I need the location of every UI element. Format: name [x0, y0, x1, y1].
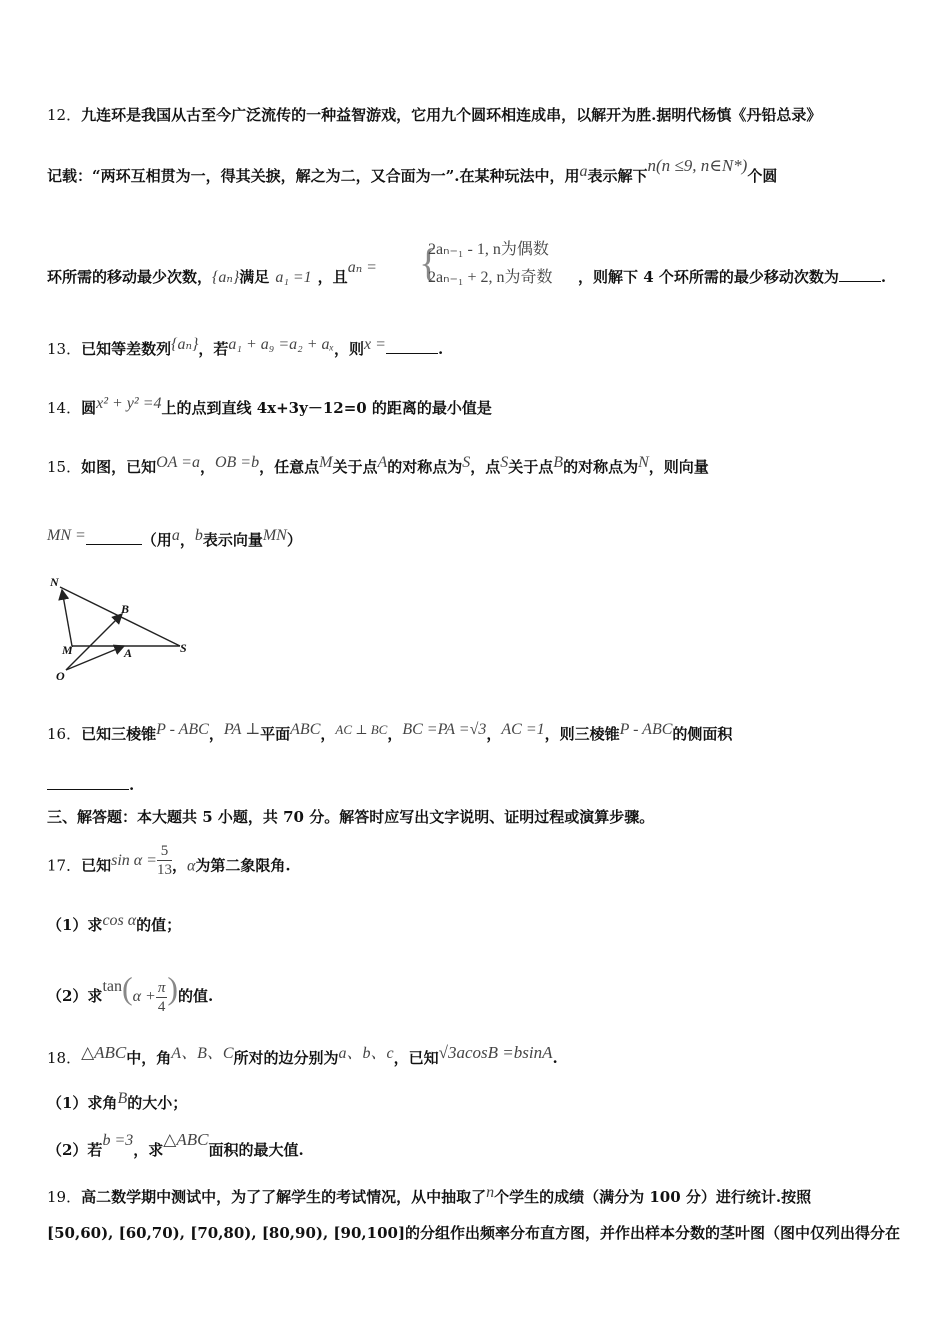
q15-text-5: 的对称点为: [387, 458, 463, 476]
math-sin: sin α =: [111, 851, 157, 869]
q18-text-4: .: [552, 1049, 558, 1067]
math-abc: ABC: [290, 721, 321, 738]
math-cos: cos α: [102, 912, 137, 929]
q17-p2-text-a: （2）求: [47, 987, 103, 1005]
q13-text-1: 已知等差数列: [81, 340, 172, 358]
q12-line-3-end: [578, 266, 886, 287]
q15-text-4: 关于点: [332, 458, 378, 476]
q18-p2-text-a: （2）若: [47, 1141, 103, 1159]
question-number: 18．: [47, 1049, 82, 1067]
fraction-num: π: [157, 979, 166, 996]
math-vec-a: a: [171, 527, 180, 544]
q17-p1-text-b: 的值；: [136, 916, 182, 934]
q15-text-1: 如图，已知: [81, 458, 157, 476]
q16-text-7: ，则三棱锥: [544, 725, 620, 743]
question-number: 14．: [47, 399, 82, 417]
q13-text-2: ，若: [198, 340, 229, 358]
q18-line-1: [47, 1045, 558, 1068]
q17-p1-text-a: （1）求: [47, 916, 103, 934]
question-number: 12．: [47, 106, 82, 124]
vector-ob: [66, 614, 122, 670]
vector-mn: [62, 590, 72, 646]
q16-text-8: 的侧面积: [672, 725, 733, 743]
fraction-5-13: [157, 842, 172, 879]
math-pabc-2: P - ABC: [619, 721, 673, 738]
math-equation: a₁ + a₉ =a₂ + aₓ: [228, 336, 335, 353]
vector-figure: [44, 572, 204, 688]
math-s: S: [462, 454, 471, 471]
q12-text-3c: ，且: [317, 268, 348, 286]
q18-p2-text-c: 面积的最大值.: [208, 1141, 304, 1159]
q18-p1-text-b: 的大小；: [127, 1094, 188, 1112]
q16-text-4: ，: [320, 725, 336, 743]
math-n-condition: n(n ≤9, n∈N*): [647, 156, 748, 175]
q18-part-2: [47, 1130, 304, 1160]
math-ac: AC =1: [501, 721, 545, 738]
q12-text-1: 九连环是我国从古至今广泛流传的一种益智游戏，它用九个圆环相连成串，以解开为胜.据明代杨慎《丹铅总录》: [81, 106, 822, 124]
q12-text-3d: ，则解下 4 个环所需的最少移动次数为: [578, 268, 839, 286]
label-m: M: [62, 643, 73, 657]
q17-text-2: ，: [171, 856, 187, 875]
piece-odd: 2aₙ₋₁ + 2, n为奇数: [428, 269, 553, 286]
fraction-den: 13: [156, 862, 172, 878]
math-vec-mn: MN: [262, 527, 287, 544]
q19-text-2: 个学生的成绩（满分为 100 分）进行统计.按照: [494, 1188, 812, 1206]
q17-text-3: 为第二象限角.: [195, 856, 291, 875]
q18-text-2: 所对的边分别为: [233, 1049, 339, 1067]
math-n: n: [486, 1184, 495, 1201]
math-ac-perp-bc: AC ⊥ BC: [335, 722, 388, 737]
piecewise-definition: [428, 236, 553, 292]
q15-text-11: ，: [179, 531, 195, 549]
q18-text-3: ，已知: [393, 1049, 439, 1067]
math-s2: S: [500, 454, 509, 471]
q18-part-1: [47, 1092, 187, 1113]
math-condition: √3acosB =bsinA: [438, 1043, 553, 1062]
q17-p2-text-b: 的值.: [178, 987, 214, 1005]
q18-p1-text-a: （1）求角: [47, 1094, 118, 1112]
q17-text-1: 已知: [81, 856, 112, 875]
label-o: O: [56, 669, 65, 683]
math-vec-b: b: [194, 527, 203, 544]
question-number: 19．: [47, 1188, 82, 1206]
math-m: M: [319, 454, 333, 471]
question-number: 15．: [47, 458, 82, 476]
q13-text-4: .: [437, 340, 444, 358]
piecewise-brace: {: [419, 240, 439, 285]
fraction-den: 4: [157, 998, 166, 1015]
q18-text-1: 中，角: [126, 1049, 172, 1067]
q16-text-1: 已知三棱锥: [81, 725, 157, 743]
q17-part-2: [47, 972, 213, 1016]
math-tan: tan: [102, 978, 122, 995]
math-b-angle: B: [117, 1090, 128, 1107]
label-n: N: [50, 575, 59, 589]
q12-text-3b: 满足: [239, 268, 270, 286]
label-a: A: [124, 646, 133, 660]
section-heading: 三、解答题：本大题共 5 小题，共 70 分。解答时应写出文字说明、证明过程或演算步骤。: [47, 808, 655, 826]
math-n: N: [638, 454, 649, 471]
q12-text-2c: 个圆: [747, 167, 778, 185]
q13-text-3: ，则: [334, 340, 365, 358]
q16-end: .: [129, 776, 135, 794]
q16-text-6: ，: [486, 725, 502, 743]
q15-text-10: （用: [141, 531, 172, 549]
math-alpha: α: [187, 857, 196, 875]
math-bc-pa: BC =PA =√3: [402, 721, 487, 738]
q15-text-3: ，任意点: [259, 458, 320, 476]
math-oa: OA =a: [156, 454, 200, 471]
q19-text-1: 高二数学期中测试中，为了了解学生的考试情况，从中抽取了: [81, 1188, 487, 1206]
answer-blank[interactable]: [386, 353, 438, 354]
math-x: x =: [364, 336, 386, 353]
math-b-eq: b =3: [102, 1132, 134, 1149]
q15-line-1: [47, 456, 709, 477]
q15-text-9: ，则向量: [648, 458, 709, 476]
q12-line-3: [47, 259, 377, 287]
q16-line-1: [47, 723, 732, 744]
question-number: 13．: [47, 340, 82, 358]
question-number: 17．: [47, 856, 82, 875]
answer-blank[interactable]: [86, 544, 142, 545]
math-a-n: a: [579, 163, 588, 180]
fraction-pi-4: [156, 979, 168, 1016]
question-number: 16．: [47, 725, 82, 743]
math-alpha-plus: α +: [132, 988, 156, 1005]
q12-text-2a: 记载：“两环互相贯为一，得其关捩，解之为二，又合面为一”.在某种玩法中，用: [47, 167, 580, 185]
q15-text-13: ）: [286, 531, 302, 549]
q12-line-2: [47, 156, 778, 186]
q13-line: [47, 338, 443, 359]
q14-line: [47, 397, 492, 418]
math-b: B: [553, 454, 564, 471]
math-a1: a₁ =1: [275, 269, 312, 286]
q18-p2-text-b: ，求: [133, 1141, 164, 1159]
math-pabc: P - ABC: [156, 721, 209, 738]
math-a: A: [377, 454, 388, 471]
q15-text-2: ，: [199, 458, 215, 476]
paren-right: ): [167, 970, 179, 1006]
answer-blank[interactable]: [839, 281, 881, 282]
q19-line-2: [50,60), [60,70), [70,80), [80,90), [90,100]的分组作出频率分布直方图，并作出样本分数的茎叶图（图中仅列出得分在: [47, 1224, 901, 1242]
label-s: S: [180, 641, 187, 655]
math-sides: a、b、c: [338, 1045, 394, 1062]
q15-text-8: 的对称点为: [563, 458, 639, 476]
math-seq-an: {aₙ}: [212, 269, 240, 286]
q12-text-3a: 环所需的移动最少次数，: [47, 268, 213, 286]
q19-line-1: [47, 1186, 811, 1207]
q17-line-1: [47, 843, 291, 885]
q16-text-3: 平面: [260, 725, 291, 743]
q14-text-2: 上的点到直线 4x+3y－12=0 的距离的最小值是: [161, 399, 492, 417]
vector-oa: [66, 646, 124, 670]
q12-text-3e: .: [880, 268, 887, 286]
math-ob: OB =b: [214, 454, 260, 471]
q15-text-12: 表示向量: [202, 531, 263, 549]
q16-text-2: ，: [208, 725, 224, 743]
q16-text-5: ，: [387, 725, 403, 743]
q12-text-2b: 表示解下: [587, 167, 648, 185]
q17-part-1: [47, 914, 181, 935]
paren-left: (: [121, 970, 133, 1006]
math-triangle-2: △ABC: [163, 1130, 209, 1149]
label-b: B: [121, 602, 130, 616]
q15-text-7: 关于点: [508, 458, 554, 476]
q12-line-1: [47, 104, 821, 125]
q15-text-6: ，点: [470, 458, 501, 476]
math-circle: x² + y² =4: [96, 395, 162, 412]
math-an-eq: aₙ =: [347, 259, 377, 276]
q14-text-1: 圆: [81, 399, 97, 417]
piece-even: 2aₙ₋₁ - 1, n为偶数: [428, 241, 549, 258]
math-triangle: △ABC: [81, 1043, 127, 1062]
math-mn-eq: MN =: [47, 527, 86, 544]
math-angles: A、B、C: [171, 1045, 234, 1062]
answer-blank[interactable]: [47, 789, 129, 790]
q16-line-2: [47, 776, 134, 794]
fraction-num: 5: [157, 842, 172, 861]
math-pa-perp: PA ⊥: [223, 721, 261, 738]
math-seq: {aₙ}: [171, 336, 199, 353]
q15-line-2: [47, 529, 302, 550]
